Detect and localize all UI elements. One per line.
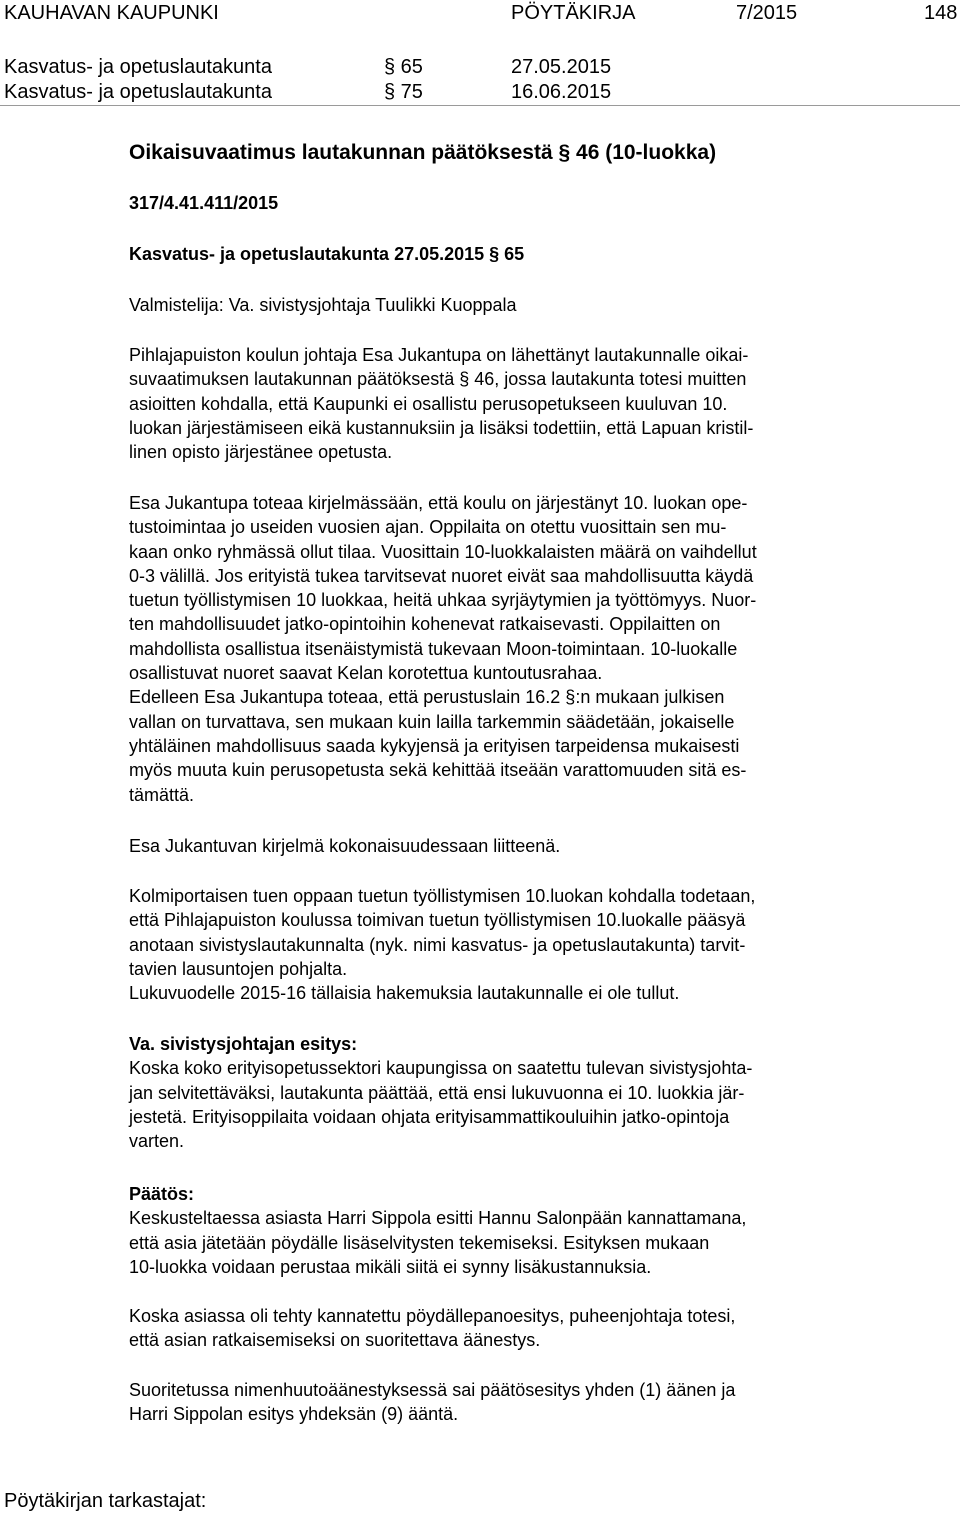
text-line: tavien lausuntojen pohjalta. [129,958,348,979]
doc-number: 7/2015 [736,2,798,24]
text-line: osallistuvat nuoret saavat Kelan korotettua kuntoutusrahaa. [129,663,603,684]
decision-heading: Päätös: [129,1184,195,1204]
text-line: Koska koko erityisopetussektori kaupungissa on saatettu tulevan sivistysjohta- [129,1058,753,1079]
meeting-section-1: § 65 [384,56,423,78]
page-number: 148 [924,2,958,24]
text-line: Suoritetussa nimenhuutoäänestyksessä sai päätösesitys yhden (1) äänen ja [129,1380,736,1400]
text-line: tuetun työllistymisen 10 luokkaa, heitä uhkaa syrjäytymien ja työttömyys. Nuor- [129,590,757,611]
meeting-body-1: Kasvatus- ja opetuslautakunta [4,56,272,78]
text-line: mahdollista osallistua itsenäistymistä tukevaan Moon-toimintaan. 10-luokalle [129,638,738,659]
text-line: luokan järjestämiseen eikä kustannuksiin ja lisäksi todettiin, että Lapuan kristil- [129,417,754,438]
text-line: jan selvitettäväksi, lautakunta päättää, että ensi lukuvuonna ei 10. luokkia jär- [129,1082,745,1103]
doc-type: PÖYTÄKIRJA [511,2,636,24]
text-line: tustoimintaa jo useiden vuosien ajan. Oppilaita on otettu vuosittain sen mu- [129,517,727,538]
text-line: yhtäläinen mahdollisuus saada kykyjensä ja erityisen tarpeidensa mukaisesti [129,735,740,756]
decision-section [129,1182,959,1279]
text-line: että asia jätetään pöydälle lisäselvitysten tekemiseksi. Esityksen mukaan [129,1232,710,1253]
text-line: jestetä. Erityisoppilaita voidaan ohjata erityisammattikouluihin jatko-opintoja [129,1106,730,1127]
meeting-date-1: 27.05.2015 [511,56,612,78]
paragraph-vote-result [129,1378,959,1427]
paragraph-complaint [129,343,959,464]
meeting-section-2: § 75 [384,81,423,103]
meeting-date-2: 16.06.2015 [511,81,612,103]
text-line: Harri Sippolan esitys yhdeksän (9) ääntä. [129,1404,459,1425]
text-line: että Pihlajapuiston koulussa toimivan tuetun työllistymisen 10.luokalle pääsyä [129,910,746,931]
text-line: Lukuvuodelle 2015-16 tällaisia hakemuksia lautakunnalle ei ole tullut. [129,983,680,1004]
text-line: 0-3 välillä. Jos erityistä tukea tarvitsevat nuoret eivät saa mahdollisuutta käydä [129,565,754,586]
paragraph-attachment-note [129,834,959,858]
text-line: myös muuta kuin perusopetusta sekä kehittää itseään varattomuuden sitä es- [129,760,747,781]
reviewers-label: Pöytäkirjan tarkastajat: [4,1490,207,1512]
text-line: varten. [129,1131,185,1152]
text-line: Pihlajapuiston koulun johtaja Esa Jukantupa on lähettänyt lautakunnalle oikai- [129,345,749,365]
subheading: Kasvatus- ja opetuslautakunta 27.05.2015 § 65 [129,244,525,264]
header-divider [0,105,960,106]
page-title: Oikaisuvaatimus lautakunnan päätöksestä § 46 (10-luokka) [129,141,717,164]
paragraph-tabling-motion [129,1304,959,1353]
text-line: tämättä. [129,784,195,805]
text-line: että asian ratkaisemiseksi on suoritettava äänestys. [129,1330,541,1351]
text-line: kaan onko ryhmässä ollut tilaa. Vuosittain 10-luokkalaisten määrä on vaihdellut [129,541,757,562]
text-line: Koska asiassa oli tehty kannatettu pöydällepanoesitys, puheenjohtaja totesi, [129,1306,736,1326]
text-line: 10-luokka voidaan perustaa mikäli siitä ei synny lisäkustannuksia. [129,1256,652,1277]
text-line: Esa Jukantuvan kirjelmä kokonaisuudessaan liitteenä. [129,836,561,856]
text-line: anotaan sivistyslautakunnalta (nyk. nimi kasvatus- ja opetuslautakunta) tarvit- [129,934,746,955]
preparer: Valmistelija: Va. sivistysjohtaja Tuulikki Kuoppala [129,295,517,315]
paragraph-guide-reference [129,884,959,1005]
text-line: suvaatimuksen lautakunnan päätöksestä § 46, jossa lautakunta totesi muitten [129,369,747,390]
city-name: KAUHAVAN KAUPUNKI [4,2,219,24]
proposal-heading: Va. sivistysjohtajan esitys: [129,1034,358,1054]
text-line: Edelleen Esa Jukantupa toteaa, että perustuslain 16.2 §:n mukaan julkisen [129,687,725,708]
text-line: linen opisto järjestänee opetusta. [129,442,393,463]
text-line: Kolmiportaisen tuen oppaan tuetun työllistymisen 10.luokan kohdalla todetaan, [129,886,756,906]
text-line: asioitten kohdalla, että Kaupunki ei osallistu perusopetukseen kuuluvan 10. [129,393,728,414]
text-line: vallan on turvattava, sen mukaan kuin lailla tarkemmin säädetään, jokaiselle [129,711,735,732]
paragraph-letter-summary [129,491,959,807]
text-line: ten mahdollisuudet jatko-opintoihin kohenevat ratkaisevasti. Oppilaitten on [129,614,721,635]
case-number: 317/4.41.411/2015 [129,193,279,213]
meeting-body-2: Kasvatus- ja opetuslautakunta [4,81,272,103]
proposal-section [129,1032,959,1153]
text-line: Keskusteltaessa asiasta Harri Sippola esitti Hannu Salonpään kannattamana, [129,1208,747,1229]
text-line: Esa Jukantupa toteaa kirjelmässään, että koulu on järjestänyt 10. luokan ope- [129,493,748,513]
